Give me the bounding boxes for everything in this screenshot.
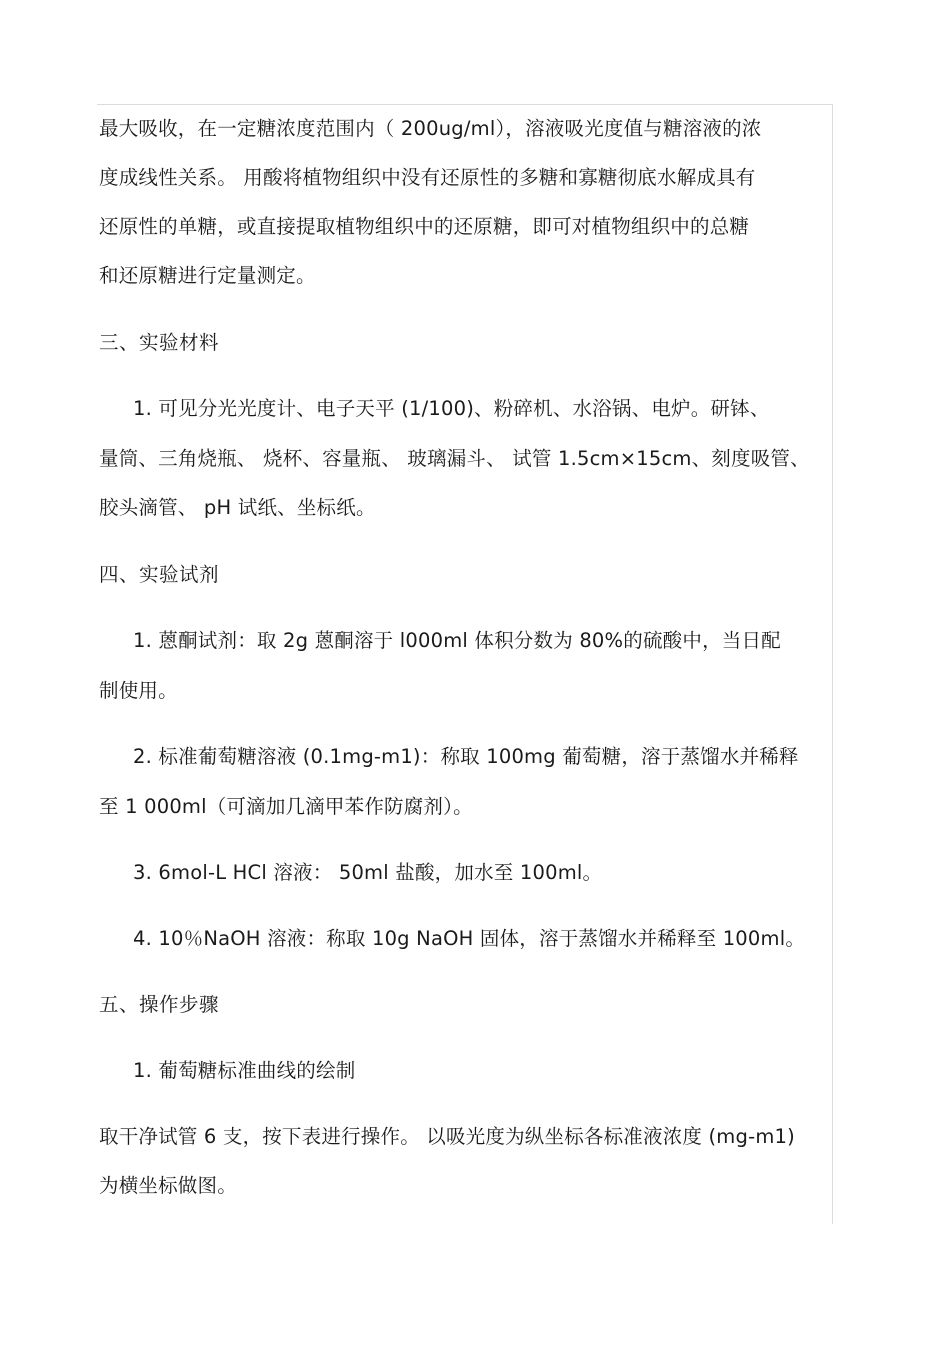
- paragraph-line: 和还原糖进行定量测定。: [99, 264, 316, 287]
- list-item: 1. 葡萄糖标准曲线的绘制: [133, 1059, 356, 1082]
- paragraph-line: 量筒、三角烧瓶、 烧杯、容量瓶、 玻璃漏斗、 试管 1.5cm×15cm、刻度吸管、: [99, 447, 810, 470]
- list-item: 4. 10％NaOH 溶液：称取 10g NaOH 固体，溶于蒸馏水并稀释至 100ml。: [133, 927, 806, 950]
- section-heading-procedure: 五、操作步骤: [99, 993, 220, 1016]
- paragraph-line: 至 1 000ml（可滴加几滴甲苯作防腐剂）。: [99, 795, 473, 818]
- section-heading-materials: 三、实验材料: [99, 331, 220, 354]
- list-item: 1. 可见分光光度计、电子天平 (1/100)、粉碎机、水浴锅、电炉。研钵、: [133, 397, 770, 420]
- paragraph-line: 为横坐标做图。: [99, 1174, 237, 1197]
- paragraph-line: 还原性的单糖，或直接提取植物组织中的还原糖，即可对植物组织中的总糖: [99, 215, 750, 238]
- section-heading-reagents: 四、实验试剂: [99, 563, 220, 586]
- paragraph-line: 取干净试管 6 支，按下表进行操作。 以吸光度为纵坐标各标准液浓度 (mg-m1): [99, 1125, 795, 1148]
- list-item: 3. 6mol-L HCl 溶液： 50ml 盐酸，加水至 100ml。: [133, 861, 603, 884]
- paragraph-line: 度成线性关系。 用酸将植物组织中没有还原性的多糖和寡糖彻底水解成具有: [99, 166, 756, 189]
- paragraph-line: 制使用。: [99, 679, 178, 702]
- list-item: 1. 蒽酮试剂：取 2g 蒽酮溶于 l000ml 体积分数为 80%的硫酸中，当日配: [133, 629, 781, 652]
- page-border-top: [97, 104, 833, 105]
- list-item: 2. 标准葡萄糖溶液 (0.1mg-m1)：称取 100mg 葡萄糖，溶于蒸馏水并稀释: [133, 745, 799, 768]
- paragraph-line: 最大吸收，在一定糖浓度范围内（ 200ug/ml），溶液吸光度值与糖溶液的浓: [99, 117, 762, 140]
- paragraph-line: 胶头滴管、 pH 试纸、坐标纸。: [99, 496, 376, 519]
- page-border-right: [832, 104, 833, 1224]
